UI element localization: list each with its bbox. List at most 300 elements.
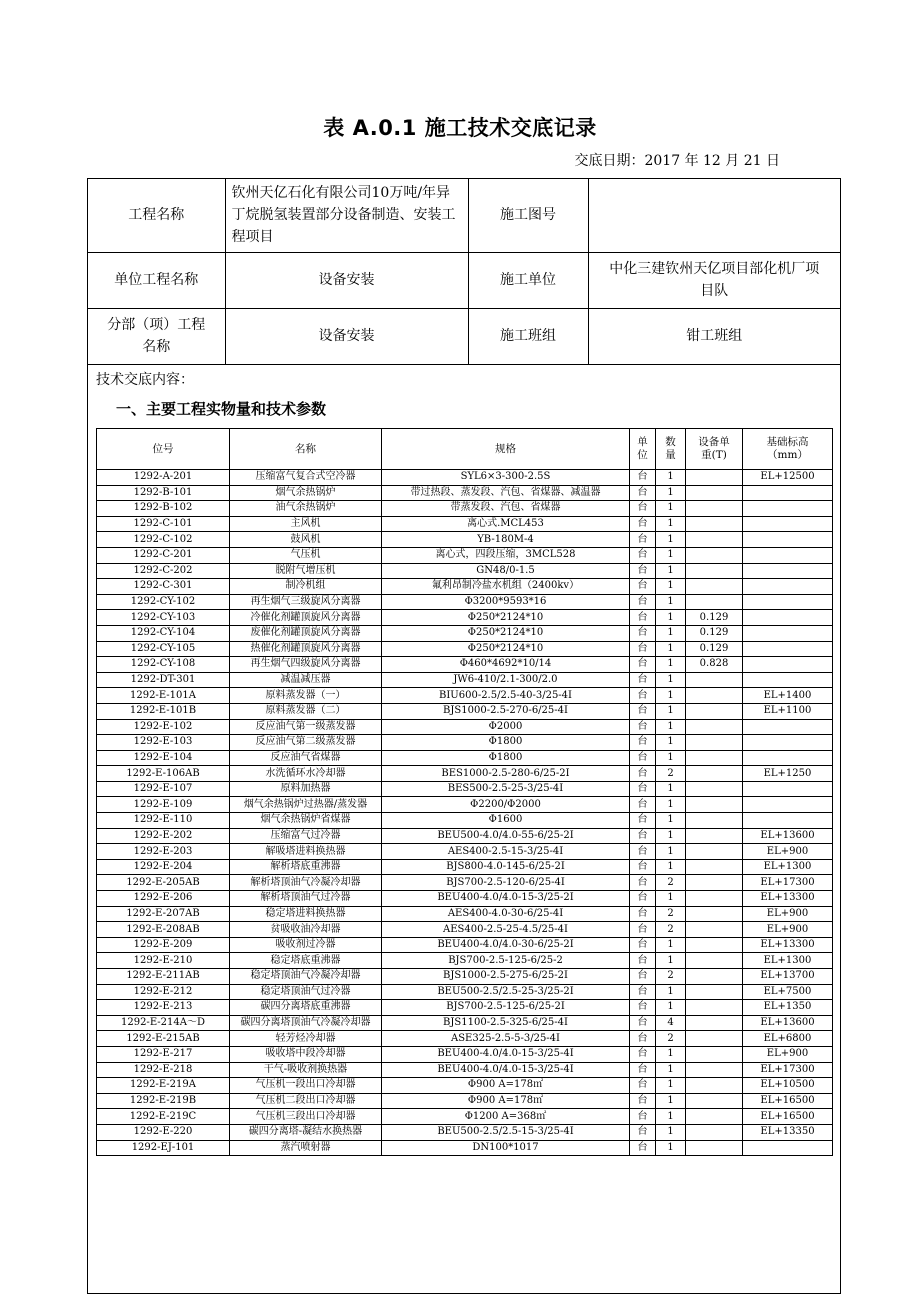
cell-tag: 1292-E-219B [97, 1093, 230, 1109]
cell-tag: 1292-E-204 [97, 859, 230, 875]
cell-unit: 台 [630, 703, 656, 719]
header-weight: 设备单重(T) [686, 429, 743, 470]
cell-name: 减温减压器 [230, 672, 382, 688]
cell-unit: 台 [630, 625, 656, 641]
cell-spec: JW6-410/2.1-300/2.0 [382, 672, 630, 688]
cell-unit: 台 [630, 1046, 656, 1062]
cell-tag: 1292-E-101A [97, 688, 230, 704]
cell-elevation [743, 516, 833, 532]
cell-spec: BEU400-4.0/4.0-30-6/25-2I [382, 937, 630, 953]
cell-qty: 1 [656, 547, 686, 563]
cell-weight [686, 891, 743, 907]
cell-unit: 台 [630, 969, 656, 985]
cell-weight [686, 703, 743, 719]
cell-spec: BEU500-2.5/2.5-15-3/25-4I [382, 1124, 630, 1140]
table-row [97, 766, 833, 782]
cell-qty: 1 [656, 625, 686, 641]
cell-unit: 台 [630, 906, 656, 922]
cell-spec: ASE325-2.5-5-3/25-4I [382, 1031, 630, 1047]
cell-weight [686, 579, 743, 595]
header-spec: 规格 [382, 429, 630, 470]
cell-tag: 1292-E-218 [97, 1062, 230, 1078]
cell-qty: 1 [656, 672, 686, 688]
cell-weight [686, 922, 743, 938]
cell-weight [686, 1124, 743, 1140]
cell-unit: 台 [630, 641, 656, 657]
table-row [97, 470, 833, 486]
cell-tag: 1292-E-219C [97, 1109, 230, 1125]
cell-tag: 1292-E-106AB [97, 766, 230, 782]
cell-spec: AES400-2.5-15-3/25-4I [382, 844, 630, 860]
cell-spec: YB-180M-4 [382, 532, 630, 548]
cell-spec: Φ1600 [382, 813, 630, 829]
table-row [97, 1078, 833, 1094]
table-row [97, 547, 833, 563]
cell-elevation: EL+900 [743, 844, 833, 860]
cell-weight [686, 969, 743, 985]
cell-name: 废催化剂罐顶旋风分离器 [230, 625, 382, 641]
cell-name: 碳四分离塔底重沸器 [230, 1000, 382, 1016]
cell-elevation [743, 750, 833, 766]
cell-tag: 1292-B-102 [97, 501, 230, 517]
record-frame [87, 178, 841, 1294]
cell-weight [686, 984, 743, 1000]
cell-weight [686, 906, 743, 922]
cell-spec: 带过热段、蒸发段、汽包、省煤器、减温器 [382, 485, 630, 501]
cell-elevation: EL+16500 [743, 1109, 833, 1125]
cell-qty: 1 [656, 953, 686, 969]
cell-weight: 0.129 [686, 610, 743, 626]
cell-unit: 台 [630, 750, 656, 766]
cell-spec: BEU500-4.0/4.0-55-6/25-2I [382, 828, 630, 844]
table-row [97, 735, 833, 751]
cell-tag: 1292-E-102 [97, 719, 230, 735]
cell-tag: 1292-E-109 [97, 797, 230, 813]
cell-qty: 1 [656, 703, 686, 719]
cell-elevation [743, 797, 833, 813]
cell-unit: 台 [630, 1140, 656, 1156]
cell-name: 解吸塔进料换热器 [230, 844, 382, 860]
cell-name: 稳定塔顶油气冷凝冷却器 [230, 969, 382, 985]
cell-spec: BEU400-4.0/4.0-15-3/25-2I [382, 891, 630, 907]
cell-qty: 1 [656, 1062, 686, 1078]
cell-tag: 1292-E-213 [97, 1000, 230, 1016]
cell-tag: 1292-C-101 [97, 516, 230, 532]
table-row [97, 969, 833, 985]
cell-weight [686, 735, 743, 751]
cell-unit: 台 [630, 1124, 656, 1140]
cell-elevation [743, 563, 833, 579]
cell-elevation [743, 485, 833, 501]
cell-qty: 1 [656, 719, 686, 735]
cell-elevation [743, 641, 833, 657]
cell-weight [686, 1140, 743, 1156]
cell-elevation: EL+10500 [743, 1078, 833, 1094]
cell-name: 稳定塔顶油气过冷器 [230, 984, 382, 1000]
table-row [97, 828, 833, 844]
cell-tag: 1292-E-220 [97, 1124, 230, 1140]
cell-tag: 1292-E-206 [97, 891, 230, 907]
cell-qty: 1 [656, 610, 686, 626]
cell-spec: Φ250*2124*10 [382, 625, 630, 641]
cell-unit: 台 [630, 922, 656, 938]
cell-unit: 台 [630, 532, 656, 548]
cell-elevation: EL+900 [743, 922, 833, 938]
cell-unit: 台 [630, 1031, 656, 1047]
cell-elevation: EL+1350 [743, 1000, 833, 1016]
contractor-value: 中化三建钦州天亿项目部化机厂项目队 [588, 252, 840, 308]
cell-spec: SYL6×3-300-2.5S [382, 470, 630, 486]
cell-tag: 1292-E-217 [97, 1046, 230, 1062]
table-row [97, 719, 833, 735]
cell-spec: GN48/0-1.5 [382, 563, 630, 579]
cell-elevation: EL+7500 [743, 984, 833, 1000]
drawing-number-value [588, 179, 840, 252]
cell-weight [686, 1093, 743, 1109]
equipment-header-row [97, 429, 833, 470]
cell-qty: 2 [656, 766, 686, 782]
cell-tag: 1292-E-212 [97, 984, 230, 1000]
cell-qty: 1 [656, 844, 686, 860]
cell-weight [686, 485, 743, 501]
cell-name: 原料加热器 [230, 781, 382, 797]
cell-weight [686, 766, 743, 782]
cell-unit: 台 [630, 891, 656, 907]
cell-spec: 离心式.MCL453 [382, 516, 630, 532]
cell-weight [686, 781, 743, 797]
equipment-table-body [97, 470, 833, 1156]
table-row [97, 781, 833, 797]
cell-weight [686, 828, 743, 844]
table-row [97, 657, 833, 673]
cell-qty: 1 [656, 501, 686, 517]
cell-qty: 1 [656, 1124, 686, 1140]
cell-name: 原料蒸发器（二） [230, 703, 382, 719]
cell-qty: 1 [656, 1046, 686, 1062]
cell-qty: 1 [656, 563, 686, 579]
cell-qty: 1 [656, 891, 686, 907]
cell-qty: 1 [656, 688, 686, 704]
cell-qty: 1 [656, 1093, 686, 1109]
cell-spec: Φ1200 A=368㎡ [382, 1109, 630, 1125]
cell-name: 气压机一段出口冷却器 [230, 1078, 382, 1094]
cell-elevation: EL+13700 [743, 969, 833, 985]
cell-name: 蒸汽喷射器 [230, 1140, 382, 1156]
table-row [97, 610, 833, 626]
cell-spec: Φ2200/Φ2000 [382, 797, 630, 813]
table-row [97, 891, 833, 907]
cell-spec: Φ1800 [382, 750, 630, 766]
cell-name: 碳四分离塔-凝结水换热器 [230, 1124, 382, 1140]
cell-tag: 1292-C-301 [97, 579, 230, 595]
cell-weight [686, 844, 743, 860]
handover-date: 交底日期：2017 年 12 月 21 日 [574, 153, 780, 169]
cell-tag: 1292-CY-103 [97, 610, 230, 626]
cell-weight [686, 532, 743, 548]
header-elevation: 基础标高（mm） [743, 429, 833, 470]
cell-name: 解析塔顶油气冷凝冷却器 [230, 875, 382, 891]
cell-tag: 1292-CY-108 [97, 657, 230, 673]
table-row [97, 1031, 833, 1047]
cell-elevation: EL+1300 [743, 859, 833, 875]
cell-qty: 1 [656, 657, 686, 673]
project-info-table [88, 179, 840, 365]
cell-tag: 1292-E-107 [97, 781, 230, 797]
cell-name: 解析塔顶油气过冷器 [230, 891, 382, 907]
cell-tag: 1292-C-201 [97, 547, 230, 563]
cell-spec: BJS800-4.0-145-6/25-2I [382, 859, 630, 875]
cell-elevation [743, 1140, 833, 1156]
cell-unit: 台 [630, 485, 656, 501]
cell-unit: 台 [630, 1062, 656, 1078]
table-row [97, 563, 833, 579]
cell-unit: 台 [630, 501, 656, 517]
cell-weight [686, 594, 743, 610]
cell-unit: 台 [630, 813, 656, 829]
cell-spec: BJS1000-2.5-270-6/25-4I [382, 703, 630, 719]
table-row [97, 1093, 833, 1109]
cell-qty: 1 [656, 797, 686, 813]
table-row [97, 750, 833, 766]
cell-weight [686, 719, 743, 735]
subproject-value: 设备安装 [225, 308, 468, 364]
cell-qty: 1 [656, 532, 686, 548]
cell-tag: 1292-C-102 [97, 532, 230, 548]
cell-tag: 1292-B-101 [97, 485, 230, 501]
cell-unit: 台 [630, 1109, 656, 1125]
cell-name: 烟气余热锅炉省煤器 [230, 813, 382, 829]
cell-elevation [743, 501, 833, 517]
cell-qty: 2 [656, 969, 686, 985]
cell-name: 烟气余热锅炉过热器/蒸发器 [230, 797, 382, 813]
cell-spec: Φ900 A=178㎡ [382, 1093, 630, 1109]
cell-unit: 台 [630, 859, 656, 875]
project-name-value: 钦州天亿石化有限公司10万吨/年异丁烷脱氢装置部分设备制造、安装工程项目 [225, 179, 468, 252]
cell-weight [686, 563, 743, 579]
cell-qty: 2 [656, 1031, 686, 1047]
cell-name: 反应油气第一级蒸发器 [230, 719, 382, 735]
table-row [97, 579, 833, 595]
cell-spec: Φ2000 [382, 719, 630, 735]
cell-qty: 1 [656, 579, 686, 595]
cell-spec: BEU400-4.0/4.0-15-3/25-4I [382, 1062, 630, 1078]
cell-qty: 1 [656, 470, 686, 486]
cell-elevation [743, 735, 833, 751]
cell-elevation: EL+13600 [743, 828, 833, 844]
cell-weight [686, 953, 743, 969]
cell-name: 水洗循环水冷却器 [230, 766, 382, 782]
table-row [97, 1015, 833, 1031]
table-row [97, 1124, 833, 1140]
cell-qty: 1 [656, 984, 686, 1000]
cell-weight [686, 859, 743, 875]
cell-weight [686, 797, 743, 813]
cell-weight [686, 1031, 743, 1047]
team-label: 施工班组 [468, 308, 588, 364]
cell-elevation [743, 672, 833, 688]
cell-tag: 1292-E-214A～D [97, 1015, 230, 1031]
cell-qty: 1 [656, 1078, 686, 1094]
cell-elevation: EL+900 [743, 906, 833, 922]
cell-qty: 1 [656, 750, 686, 766]
table-row [97, 703, 833, 719]
header-qty: 数量 [656, 429, 686, 470]
cell-spec: BJS700-2.5-120-6/25-4I [382, 875, 630, 891]
cell-name: 气压机三段出口冷却器 [230, 1109, 382, 1125]
cell-elevation: EL+900 [743, 1046, 833, 1062]
cell-elevation: EL+17300 [743, 1062, 833, 1078]
cell-spec: 离心式，四段压缩，3MCL528 [382, 547, 630, 563]
cell-name: 反应油气省煤器 [230, 750, 382, 766]
cell-qty: 1 [656, 485, 686, 501]
cell-weight [686, 875, 743, 891]
cell-qty: 1 [656, 828, 686, 844]
cell-spec: Φ1800 [382, 735, 630, 751]
cell-elevation [743, 719, 833, 735]
cell-tag: 1292-EJ-101 [97, 1140, 230, 1156]
unit-project-value: 设备安装 [225, 252, 468, 308]
cell-elevation: EL+13350 [743, 1124, 833, 1140]
cell-spec: Φ900 A=178㎡ [382, 1078, 630, 1094]
cell-tag: 1292-E-207AB [97, 906, 230, 922]
cell-name: 解析塔底重沸器 [230, 859, 382, 875]
cell-name: 吸收剂过冷器 [230, 937, 382, 953]
cell-unit: 台 [630, 875, 656, 891]
table-row [97, 1109, 833, 1125]
contractor-label: 施工单位 [468, 252, 588, 308]
cell-spec: AES400-4.0-30-6/25-4I [382, 906, 630, 922]
cell-name: 气压机 [230, 547, 382, 563]
cell-unit: 台 [630, 516, 656, 532]
cell-unit: 台 [630, 719, 656, 735]
cell-unit: 台 [630, 844, 656, 860]
cell-tag: 1292-E-202 [97, 828, 230, 844]
cell-qty: 1 [656, 937, 686, 953]
cell-tag: 1292-CY-105 [97, 641, 230, 657]
cell-name: 热催化剂罐顶旋风分离器 [230, 641, 382, 657]
cell-qty: 1 [656, 594, 686, 610]
table-row [97, 625, 833, 641]
cell-spec: Φ250*2124*10 [382, 610, 630, 626]
cell-elevation [743, 657, 833, 673]
cell-tag: 1292-E-211AB [97, 969, 230, 985]
cell-elevation [743, 781, 833, 797]
cell-unit: 台 [630, 1078, 656, 1094]
cell-tag: 1292-E-101B [97, 703, 230, 719]
cell-elevation: EL+1250 [743, 766, 833, 782]
table-row [97, 1046, 833, 1062]
table-row [97, 594, 833, 610]
cell-qty: 4 [656, 1015, 686, 1031]
table-row [97, 1000, 833, 1016]
cell-unit: 台 [630, 1000, 656, 1016]
project-name-label: 工程名称 [88, 179, 225, 252]
cell-unit: 台 [630, 984, 656, 1000]
cell-elevation [743, 532, 833, 548]
cell-name: 油气余热锅炉 [230, 501, 382, 517]
cell-name: 干气-吸收剂换热器 [230, 1062, 382, 1078]
cell-weight [686, 470, 743, 486]
cell-name: 冷催化剂罐顶旋风分离器 [230, 610, 382, 626]
drawing-number-label: 施工图号 [468, 179, 588, 252]
cell-spec: BIU600-2.5/2.5-40-3/25-4I [382, 688, 630, 704]
table-row [97, 485, 833, 501]
cell-qty: 2 [656, 922, 686, 938]
cell-qty: 1 [656, 516, 686, 532]
cell-spec: BES1000-2.5-280-6/25-2I [382, 766, 630, 782]
cell-elevation: EL+17300 [743, 875, 833, 891]
cell-spec: BJS1000-2.5-275-6/25-2I [382, 969, 630, 985]
cell-qty: 1 [656, 859, 686, 875]
cell-unit: 台 [630, 610, 656, 626]
table-row [97, 532, 833, 548]
cell-tag: 1292-E-205AB [97, 875, 230, 891]
cell-name: 轻芳烃冷却器 [230, 1031, 382, 1047]
table-row [97, 641, 833, 657]
table-row [97, 688, 833, 704]
cell-weight [686, 501, 743, 517]
cell-elevation: EL+13300 [743, 891, 833, 907]
cell-name: 再生烟气三级旋风分离器 [230, 594, 382, 610]
cell-unit: 台 [630, 781, 656, 797]
cell-elevation: EL+1400 [743, 688, 833, 704]
cell-weight: 0.828 [686, 657, 743, 673]
cell-name: 再生烟气四级旋风分离器 [230, 657, 382, 673]
cell-name: 压缩富气过冷器 [230, 828, 382, 844]
cell-spec: Φ250*2124*10 [382, 641, 630, 657]
cell-elevation: EL+16500 [743, 1093, 833, 1109]
cell-unit: 台 [630, 953, 656, 969]
cell-unit: 台 [630, 688, 656, 704]
cell-name: 碳四分离塔顶油气冷凝冷却器 [230, 1015, 382, 1031]
table-row [97, 516, 833, 532]
cell-weight: 0.129 [686, 641, 743, 657]
cell-name: 制冷机组 [230, 579, 382, 595]
table-row [97, 813, 833, 829]
cell-weight [686, 1015, 743, 1031]
cell-elevation: EL+1100 [743, 703, 833, 719]
equipment-table [96, 428, 833, 1156]
table-row [97, 1062, 833, 1078]
cell-name: 稳定塔进料换热器 [230, 906, 382, 922]
tech-content-label: 技术交底内容： [96, 372, 194, 388]
table-row [97, 501, 833, 517]
table-row [97, 937, 833, 953]
header-name: 名称 [230, 429, 382, 470]
cell-name: 贫吸收油冷却器 [230, 922, 382, 938]
unit-project-label: 单位工程名称 [88, 252, 225, 308]
cell-spec: BJS700-2.5-125-6/25-2 [382, 953, 630, 969]
cell-qty: 1 [656, 1140, 686, 1156]
cell-tag: 1292-E-209 [97, 937, 230, 953]
cell-unit: 台 [630, 735, 656, 751]
cell-unit: 台 [630, 1093, 656, 1109]
cell-name: 原料蒸发器（一） [230, 688, 382, 704]
cell-tag: 1292-E-104 [97, 750, 230, 766]
table-row [97, 953, 833, 969]
cell-elevation: EL+6800 [743, 1031, 833, 1047]
cell-tag: 1292-E-110 [97, 813, 230, 829]
cell-unit: 台 [630, 657, 656, 673]
cell-elevation [743, 610, 833, 626]
cell-spec: Φ3200*9593*16 [382, 594, 630, 610]
table-row [97, 922, 833, 938]
table-row [97, 844, 833, 860]
cell-elevation [743, 813, 833, 829]
cell-tag: 1292-C-202 [97, 563, 230, 579]
section-title: 一、主要工程实物量和技术参数 [116, 400, 327, 418]
cell-weight [686, 1046, 743, 1062]
